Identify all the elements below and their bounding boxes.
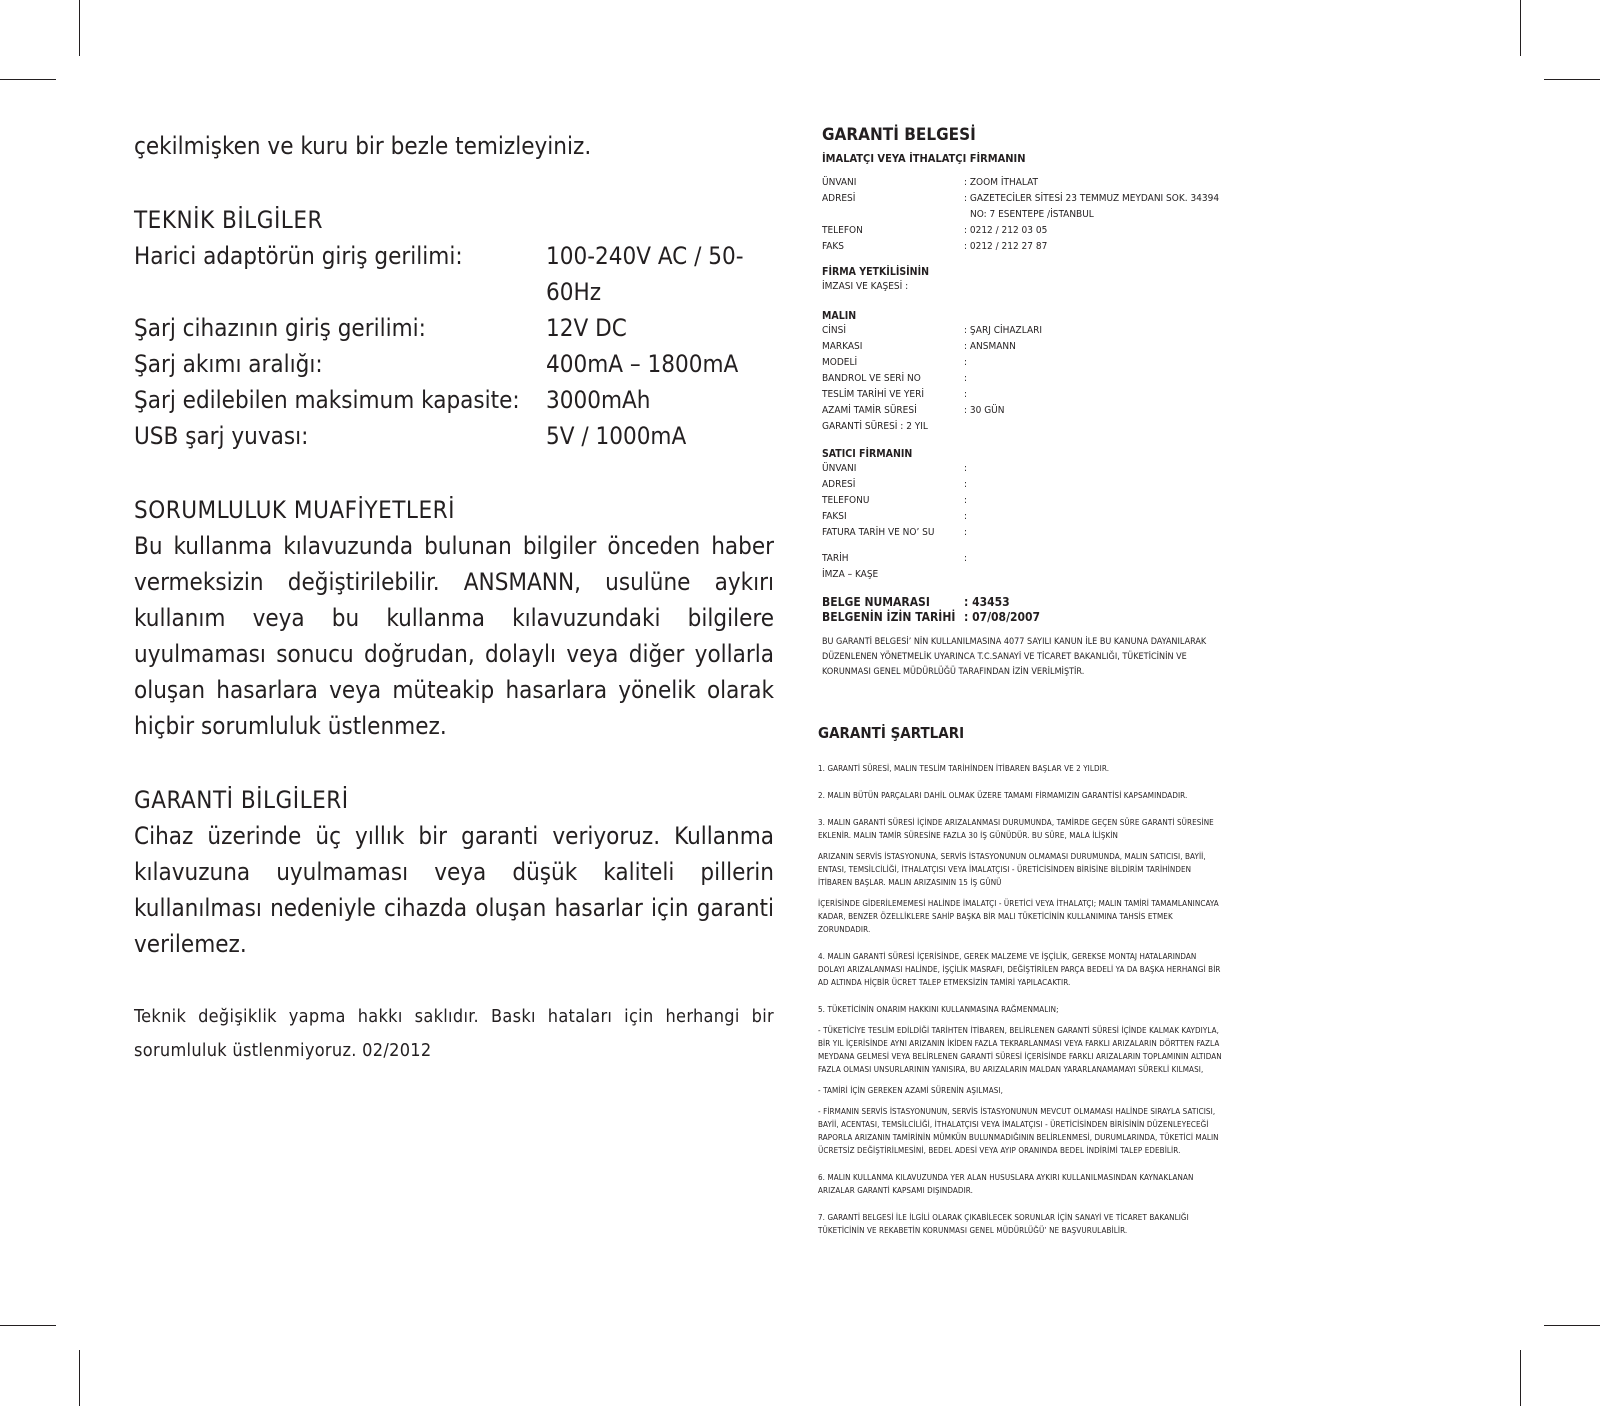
- spec-value: 5V / 1000mA: [546, 422, 687, 450]
- field-value: :: [964, 527, 968, 538]
- authorized-heading: FİRMA YETKİLİSİNİN: [822, 266, 929, 278]
- field-value: :: [964, 495, 968, 506]
- field-label: ÜNVANI: [822, 177, 857, 188]
- disclaimer-text: Bu kullanma kılavuzunda bulunan bilgiler önceden haber vermeksizin değiştirilebilir. ANSMANN, usulüne aykırı kullanım veya bu kullanma kılavuzundaki bilgilere uyulmaması sonucu doğrudan, dolaylı veya diğer yollarla oluşan hasarlara veya müteakip hasarlara yönelik olarak hiçbir sorumluluk üstlenmez.: [134, 532, 774, 740]
- manual-left-column: [134, 126, 774, 1068]
- term-item: 3. MALIN GARANTİ SÜRESİ İÇİNDE ARIZALANMASI DURUMUNDA, TAMİRDE GEÇEN SÜRE GARANTİ SÜRESİNE EKLENİR. MALIN TAMİR SÜRESİNE FAZLA 30 İŞ GÜNÜDÜR. BU SÜRE, MALA İLİŞKİN: [818, 818, 1214, 840]
- field-label: [822, 207, 964, 223]
- field-label: BELGENİN İZİN TARİHİ: [822, 610, 956, 624]
- warranty-info-heading: GARANTİ BİLGİLERİ: [134, 786, 349, 814]
- warranty-certificate: [818, 124, 1222, 1245]
- field-label: FATURA TARİH VE NO’ SU: [822, 527, 935, 538]
- term-item: 1. GARANTİ SÜRESİ, MALIN TESLİM TARİHİNDEN İTİBAREN BAŞLAR VE 2 YILDIR.: [818, 764, 1110, 773]
- field-label: FAKSI: [822, 511, 847, 522]
- spec-value: 100-240V AC / 50-60Hz: [546, 242, 744, 306]
- term-item: - FİRMANIN SERVİS İSTASYONUNUN, SERVİS İSTASYONUNUN MEVCUT OLMAMASI HALİNDE SIRAYLA SATICISI, BAYİİ, ACENTASI, TEMSİLCİLİĞİ, İTHALATÇISI VEYA İMALATÇISI - ÜRETİCİSİNDEN BİRİSİNİN DÜZENLEYECEĞİ RAPORLA ARIZANIN TAMİRİNİN MÜMKÜN BULUNMADIĞININ BELİRLENMESİ, DURUMLARINDA, TÜKETİCİ MALIN ÜCRETSİZ DEĞİŞTİRİLMESİNİ, BEDEL ADESİ VEYA AYIP ORANINDA BEDEL İNDİRİMİ TALEP EDEBİLİR.: [818, 1107, 1219, 1155]
- field-label: İMZASI VE KAŞESİ :: [822, 281, 909, 292]
- goods-row: [822, 387, 1222, 403]
- authorized-signature-line: [822, 279, 1222, 295]
- field-label: FAKS: [822, 241, 845, 252]
- legal-note: BU GARANTİ BELGESİ’ NİN KULLANILMASINA 4077 SAYILI KANUN İLE BU KANUNA DAYANILARAK DÜZENLENEN YÖNETMELİK UYARINCA T.C.SANAYİ VE TİCARET BAKANLIĞI, TÜKETİCİNİN VE KORUNMASI GENEL MÜDÜRLÜĞÜ TARAFINDAN İZİN VERİLMİŞTİR.: [822, 637, 1207, 677]
- goods-row: [822, 355, 1222, 371]
- spec-value: 400mA – 1800mA: [546, 350, 739, 378]
- footnote: Teknik değişiklik yapma hakkı saklıdır. Baskı hataları için herhangi bir sorumluluk üstlenmiyoruz. 02/2012: [134, 1006, 774, 1061]
- field-value: :: [964, 479, 968, 490]
- field-label: İMZA – KAŞE: [822, 569, 879, 580]
- spec-row: [134, 238, 774, 310]
- field-value: : ŞARJ CİHAZLARI: [964, 325, 1043, 336]
- term-item: ARIZANIN SERVİS İSTASYONUNA, SERVİS İSTASYONUNUN OLMAMASI DURUMUNDA, MALIN SATICISI, BAYİİ, ENTASI, TEMSİLCİLİĞİ, İTHALATÇISI VEYA İMALATÇISI - ÜRETİCİSİNDEN BİRİSİNE BİLDİRİM TARİHİNDEN İTİBAREN BAŞLAR. MALIN ARIZASININ 15 İŞ GÜNÜ: [818, 852, 1206, 887]
- spec-table: [134, 238, 774, 454]
- date-row: [822, 551, 1222, 567]
- crop-mark: [1520, 1350, 1521, 1406]
- goods-heading: MALIN: [822, 310, 857, 322]
- cleaning-instruction: çekilmişken ve kuru bir bezle temizleyiniz.: [134, 132, 592, 160]
- term-item: İÇERİSİNDE GİDERİLEMEMESİ HALİNDE İMALATÇI - ÜRETİCİ VEYA İTHALATÇI; MALIN TAMİRİ TAMAMLANINCAYA KADAR, BENZER ÖZELLİKLERE SAHİP BAŞKA BİR MALI TÜKETİCİNİN KULLANIMINA TAHSİS ETMEK ZORUNDADIR.: [818, 899, 1219, 934]
- field-label: ADRESİ: [822, 479, 856, 490]
- field-label: ÜNVANI: [822, 463, 857, 474]
- document-number-row: [822, 595, 1222, 610]
- spec-label: Şarj cihazının giriş gerilimi:: [134, 314, 426, 342]
- field-value: :: [964, 389, 968, 400]
- goods-row: [822, 323, 1222, 339]
- seller-heading: SATICI FİRMANIN: [822, 448, 913, 460]
- field-label: BELGE NUMARASI: [822, 595, 930, 609]
- manufacturer-row: [822, 191, 1222, 207]
- field-label: TELEFON: [822, 225, 863, 236]
- certificate-title: GARANTİ BELGESİ: [822, 125, 976, 145]
- crop-mark: [1520, 0, 1521, 56]
- field-value: :: [964, 511, 968, 522]
- spec-value: 12V DC: [546, 314, 627, 342]
- term-item: 6. MALIN KULLANMA KILAVUZUNDA YER ALAN HUSUSLARA AYKIRI KULLANILMASINDAN KAYNAKLANAN ARIZALAR GARANTİ KAPSAMI DIŞINDADIR.: [818, 1173, 1194, 1195]
- seller-row: [822, 509, 1222, 525]
- field-label: TESLİM TARİHİ VE YERİ: [822, 389, 924, 400]
- crop-mark: [79, 1350, 80, 1406]
- warranty-info-text: Cihaz üzerinde üç yıllık bir garanti veriyoruz. Kullanma kılavuzuna uyulmaması veya düşük kaliteli pillerin kullanılması nedeniyle cihazda oluşan hasarlar için garanti verilemez.: [134, 822, 774, 958]
- spec-row: [134, 382, 774, 418]
- permit-date-row: [822, 610, 1222, 625]
- seller-row: [822, 477, 1222, 493]
- spec-label: USB şarj yuvası:: [134, 422, 309, 450]
- term-item: - TAMİRİ İÇİN GEREKEN AZAMİ SÜRENİN AŞILMASI,: [818, 1086, 1004, 1095]
- seller-row: [822, 525, 1222, 541]
- spec-row: [134, 418, 774, 454]
- field-label: TARİH: [822, 553, 849, 564]
- field-label: CİNSİ: [822, 325, 847, 336]
- field-value: : 0212 / 212 27 87: [964, 241, 1048, 252]
- crop-mark: [1544, 1325, 1600, 1326]
- disclaimer-heading: SORUMLULUK MUAFİYETLERİ: [134, 496, 455, 524]
- manufacturer-row: [822, 207, 1222, 223]
- manufacturer-row: [822, 223, 1222, 239]
- field-label: TELEFONU: [822, 495, 870, 506]
- spec-row: [134, 346, 774, 382]
- term-item: 5. TÜKETİCİNİN ONARIM HAKKINI KULLANMASINA RAĞMENMALIN;: [818, 1005, 1059, 1014]
- field-value: : 30 GÜN: [964, 405, 1005, 416]
- signature-row: [822, 567, 1222, 583]
- spec-label: Harici adaptörün giriş gerilimi:: [134, 242, 463, 270]
- crop-mark: [79, 0, 80, 56]
- term-item: 7. GARANTİ BELGESİ İLE İLGİLİ OLARAK ÇIKABİLECEK SORUNLAR İÇİN SANAYİ VE TİCARET BAKANLIĞI TÜKETİCİNİN VE REKABETİN KORUNMASI GENEL MÜDÜRLÜĞÜ’ NE BAŞVURULABİLİR.: [818, 1213, 1189, 1235]
- crop-mark: [0, 1325, 56, 1326]
- field-value: NO: 7 ESENTEPE /İSTANBUL: [970, 209, 1094, 220]
- field-label: MODELİ: [822, 357, 858, 368]
- field-value: :: [964, 553, 968, 564]
- term-item: - TÜKETİCİYE TESLİM EDİLDİĞİ TARİHTEN İTİBAREN, BELİRLENEN GARANTİ SÜRESİ İÇİNDE KALMAK KAYDIYLA, BİR YIL İÇERİSİNDE AYNI ARIZANIN İKİDEN FAZLA TEKRARLANMASI VEYA FARKLI ARIZALARIN DÖRTTEN FAZLA MEYDANA GELMESİ VEYA BELİRLENEN GARANTİ SÜRESİ İÇERİSİNDE FARKLI ARIZALARIN TOPLAMININ ALTIDAN FAZLA OLMASI UNSURLARININ YANISIRA, BU ARIZALARIN MALDAN YARARLANAMAMAYI SÜREKLİ KILMASI,: [818, 1026, 1222, 1074]
- goods-row: [822, 371, 1222, 387]
- term-item: 2. MALIN BÜTÜN PARÇALARI DAHİL OLMAK ÜZERE TAMAMI FİRMAMIZIN GARANTİSİ KAPSAMINDADIR.: [818, 791, 1188, 800]
- field-value: :: [964, 463, 968, 474]
- spec-value: 3000mAh: [546, 386, 651, 414]
- crop-mark: [1544, 79, 1600, 80]
- field-value: :: [964, 357, 968, 368]
- permit-date: : 07/08/2007: [964, 610, 1041, 624]
- field-value: : 0212 / 212 03 05: [964, 225, 1048, 236]
- goods-row: [822, 339, 1222, 355]
- spec-label: Şarj edilebilen maksimum kapasite:: [134, 386, 520, 414]
- manufacturer-row: [822, 239, 1222, 255]
- field-label: AZAMİ TAMİR SÜRESİ: [822, 405, 917, 416]
- spec-label: Şarj akımı aralığı:: [134, 350, 323, 378]
- field-value: : ANSMANN: [964, 341, 1016, 352]
- spec-row: [134, 310, 774, 346]
- field-value: :: [964, 373, 968, 384]
- crop-mark: [0, 79, 56, 80]
- manufacturer-heading: İMALATÇI VEYA İTHALATÇI FİRMANIN: [822, 152, 1026, 165]
- term-item: 4. MALIN GARANTİ SÜRESİ İÇERİSİNDE, GEREK MALZEME VE İŞÇİLİK, GEREKSE MONTAJ HATALARINDAN DOLAYI ARIZALANMASI HALİNDE, İŞÇİLİK MASRAFI, DEĞİŞTİRİLEN PARÇA BEDELİ YA DA BAŞKA HERHANGİ BİR AD ALTINDA HİÇBİR ÜCRET TALEP ETMEKSİZİN TAMİRİ YAPILACAKTIR.: [818, 952, 1221, 987]
- goods-row: [822, 403, 1222, 419]
- warranty-period-row: [822, 419, 1222, 435]
- technical-heading: TEKNİK BİLGİLER: [134, 206, 323, 234]
- warranty-period: GARANTİ SÜRESİ : 2 YIL: [822, 421, 928, 432]
- seller-row: [822, 493, 1222, 509]
- field-value: : ZOOM İTHALAT: [964, 177, 1039, 188]
- field-label: MARKASI: [822, 341, 863, 352]
- document-number: : 43453: [964, 595, 1010, 609]
- field-label: ADRESİ: [822, 193, 856, 204]
- manufacturer-row: [822, 175, 1222, 191]
- field-label: BANDROL VE SERİ NO: [822, 373, 921, 384]
- seller-row: [822, 461, 1222, 477]
- terms-title: GARANTİ ŞARTLARI: [818, 724, 965, 742]
- field-value: : GAZETECİLER SİTESİ 23 TEMMUZ MEYDANI SOK. 34394: [964, 193, 1220, 204]
